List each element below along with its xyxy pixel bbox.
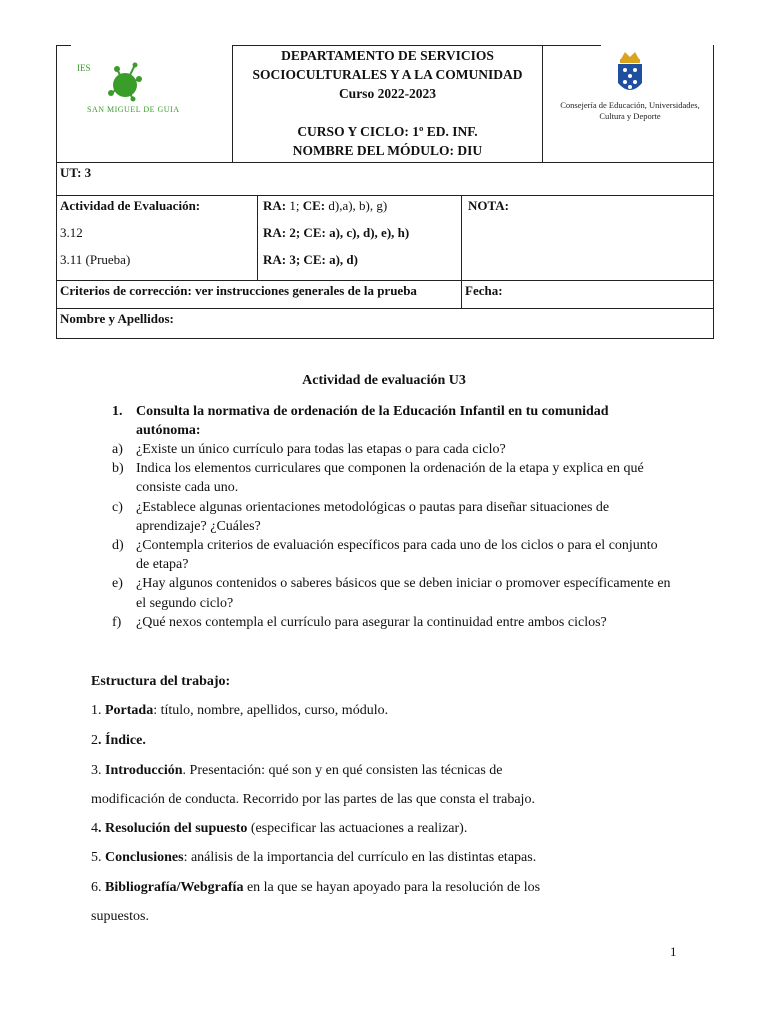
fecha-label: Fecha: [465,283,503,298]
school-logo-cell [57,45,233,162]
question-1-text: Consulta la normativa de ordenación de la Educación Infantil en tu comunidad autónoma: [136,404,609,438]
page-number: 1 [670,944,677,959]
structure-item-introduccion-cont: modificación de conducta. Recorrido por las partes de las que consta el trabajo. [91,792,535,807]
criterios-row [57,281,713,309]
ra-ce-2: RA: 2; CE: a), c), d), e), h) [263,225,410,240]
structure-item-resolucion: 4. Resolución del supuesto (especificar las actuaciones a realizar). [91,821,468,836]
ra-ce-3: RA: 3; CE: a), d) [263,252,358,267]
list-item: d) ¿Contempla criterios de evaluación específicos para cada uno de los ciclos o para el conjunto de etapa? [112,538,658,573]
structure-item-introduccion: 3. Introducción. Presentación: qué son y en qué consisten las técnicas de [91,763,503,778]
ut-row [57,163,713,196]
activity-number-1: 3.12 [60,225,83,240]
ut-label: UT: 3 [60,165,92,180]
list-item: a) ¿Existe un único currículo para todas las etapas o para cada ciclo? [112,442,506,457]
school-logo [73,55,213,115]
module-name: NOMBRE DEL MÓDULO: DIU [292,143,483,158]
school-logo-text-bottom: SAN MIGUEL DE GUIA [87,105,180,114]
criterios-label: Criterios de corrección: ver instrucciones generales de la prueba [60,283,417,298]
department-line-1: DEPARTAMENTO DE SERVICIOS [281,48,494,63]
list-item: f) ¿Qué nexos contempla el currículo para asegurar la continuidad entre ambos ciclos? [112,614,607,630]
activity-title: Actividad de evaluación U3 [302,373,466,388]
course-year: Curso 2022-2023 [338,86,437,101]
structure-item-indice: 2. Índice. [91,733,146,748]
info-grid [56,163,714,339]
ra-ce-1 [260,198,387,214]
government-crest-icon [613,49,647,99]
list-item: c) ¿Establece algunas orientaciones metodológicas o pautas para diseñar situaciones de aprendizaje? ¿Cuáles? [112,499,610,534]
ra1-label: RA: [263,198,287,213]
activity-row [57,196,713,281]
structure-title: Estructura del trabajo: [91,674,231,689]
question-list [112,440,672,632]
header-center-cell [233,45,543,162]
ce1-value: d),a), b), g) [325,198,388,213]
list-item: e) ¿Hay algunos contenidos o saberes básicos que se deben iniciar o promover específicamente en el segundo ciclo? [112,576,671,611]
government-logo-cell [543,45,715,162]
question-1-number: 1. [112,404,123,419]
department-line-2: SOCIOCULTURALES Y A LA COMUNIDAD [252,67,523,82]
structure-item-conclusiones: 5. Conclusiones: análisis de la importancia del currículo en las distintas etapas. [91,850,537,865]
ce1-label: CE: [302,198,326,213]
structure-item-bibliografia: 6. Bibliografía/Webgrafía en la que se hayan apoyado para la resolución de los [91,880,541,895]
header-table [56,45,714,163]
structure-item-portada: 1. Portada: título, nombre, apellidos, curso, módulo. [91,703,389,718]
activity-label: Actividad de Evaluación: [60,198,201,213]
list-item: b) Indica los elementos curriculares que componen la ordenación de la etapa y explica en qué consiste cada uno. [112,461,644,496]
structure-item-bibliografia-cont: supuestos. [91,909,149,924]
government-text: Consejería de Educación, Universidades, Cultura y Deporte [560,100,700,121]
activity-number-2: 3.11 (Prueba) [60,252,131,267]
nombre-label: Nombre y Apellidos: [60,311,174,326]
school-logo-text-top: IES [77,63,91,73]
ra1-value: 1; [286,198,303,213]
nombre-row [57,309,713,339]
nota-label: NOTA: [468,198,509,213]
course-cycle: CURSO Y CICLO: 1º ED. INF. [297,124,478,139]
